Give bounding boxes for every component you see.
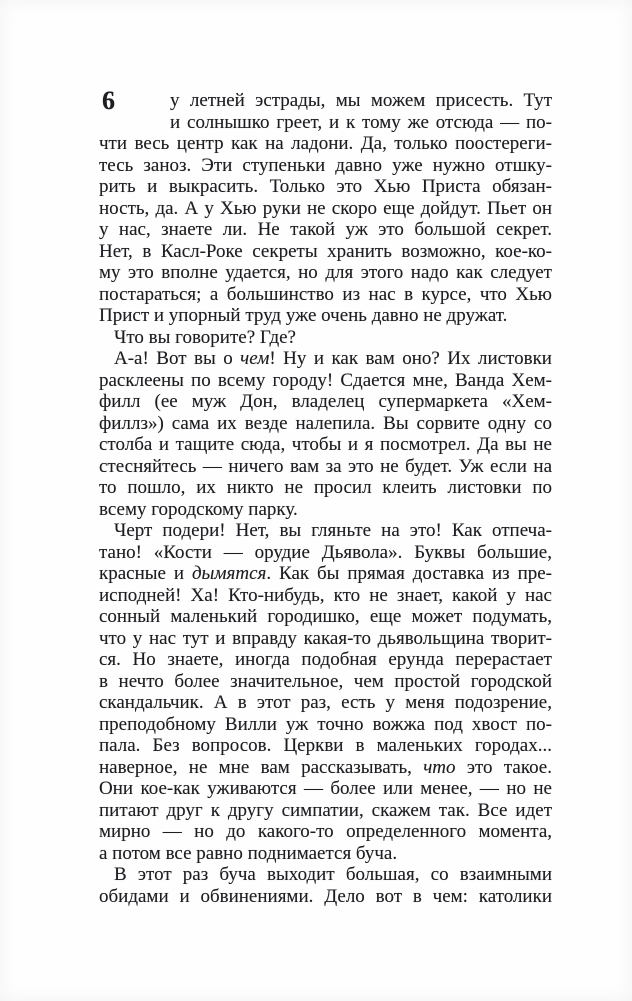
text-line: рить и выкрасить. Только это Хью Приста обязан- — [99, 176, 552, 197]
page-number: 6 — [102, 86, 115, 115]
page-text-block — [99, 86, 552, 907]
text-line: сонный маленький городишко, еще может подумать, — [99, 606, 552, 627]
text-line: ся. Но знаете, иногда подобная ерунда перерастает — [99, 649, 552, 670]
text-line: стесняйтесь — ничего вам за это не будет. Уж если на — [99, 455, 552, 477]
page-text — [99, 86, 552, 907]
text-line: наверное, не мне вам рассказывать, что это такое. — [99, 756, 552, 778]
text-line: у летней эстрады, мы можем присесть. Тут — [170, 90, 552, 111]
text-line: мирно — но до какого-то определенного момента, — [99, 821, 552, 842]
text-line: и солнышко греет, и к тому же отсюда — по- — [170, 111, 552, 133]
paragraph — [99, 864, 552, 907]
text-line: преподобному Вилли уж точно вожжа под хвост по- — [99, 713, 552, 735]
text-line: расклеены по всему городу! Сдается мне, Ванда Хем- — [99, 369, 552, 391]
text-line: красные и дымятся. Как бы прямая доставка из пре- — [99, 563, 552, 584]
text-line: А-а! Вот вы о чем! Ну и как вам оно? Их листовки — [114, 348, 552, 369]
text-line: то пошло, их никто не просил клеить листовки по — [99, 477, 552, 498]
text-line: ность, да. А у Хью руки не скоро еще дойдут. Пьет он — [99, 197, 552, 219]
paragraph — [99, 348, 552, 520]
paragraph — [99, 327, 552, 349]
text-line: тесь заноз. Эти ступеньки давно уже нужно отшку- — [99, 154, 552, 176]
text-line: в нечто более значительное, чем простой городской — [99, 670, 552, 692]
text-line: пала. Без вопросов. Церкви в маленьких городах... — [99, 735, 552, 756]
text-line: тано! «Кости — орудие Дьявола». Буквы большие, — [99, 541, 552, 563]
text-line: В этот раз буча выходит большая, со взаимными — [114, 864, 552, 885]
text-line: питают друг к другу симпатии, скажем так. Все идет — [99, 799, 552, 821]
text-line: что у нас тут и вправду какая-то дьявольщина творит- — [99, 627, 552, 649]
text-line: исподней! Ха! Кто-нибудь, кто не знает, какой у нас — [99, 584, 552, 606]
text-line: Прист и упорный труд уже очень давно не дружат. — [99, 305, 508, 326]
text-line: обидами и обвинениями. Дело вот в чем: католики — [99, 885, 552, 907]
text-line: Нет, в Касл-Роке секреты хранить возможно, кое-ко- — [99, 240, 552, 262]
paragraph — [99, 520, 552, 864]
text-line: Что вы говорите? Где? — [114, 326, 296, 348]
text-line: скандальчик. А в этот раз, есть у меня подозрение, — [99, 692, 552, 713]
text-line: всему городскому парку. — [99, 498, 298, 520]
text-line: филл (ее муж Дон, владелец супермаркета «Хем- — [99, 391, 552, 412]
text-line: му это вполне удается, но для этого надо как следует — [99, 262, 552, 283]
text-line: а потом все равно поднимается буча. — [99, 842, 398, 864]
text-line: постараться; а большинство из нас в курсе, что Хью — [99, 283, 552, 305]
text-line: у нас, знаете ли. Не такой уж это большой секрет. — [99, 219, 552, 240]
text-line: чти весь центр как на ладони. Да, только поостереги- — [99, 133, 552, 154]
text-line: столба и тащите сюда, чтобы и я посмотрел. Да вы не — [99, 434, 552, 455]
text-line: Черт подери! Нет, вы гляньте на это! Как отпеча- — [114, 520, 552, 541]
text-line: Они кое-как уживаются — более или менее, — но не — [99, 778, 552, 799]
text-line: филлз») сама их везде налепила. Вы сорвите одну со — [99, 412, 552, 434]
